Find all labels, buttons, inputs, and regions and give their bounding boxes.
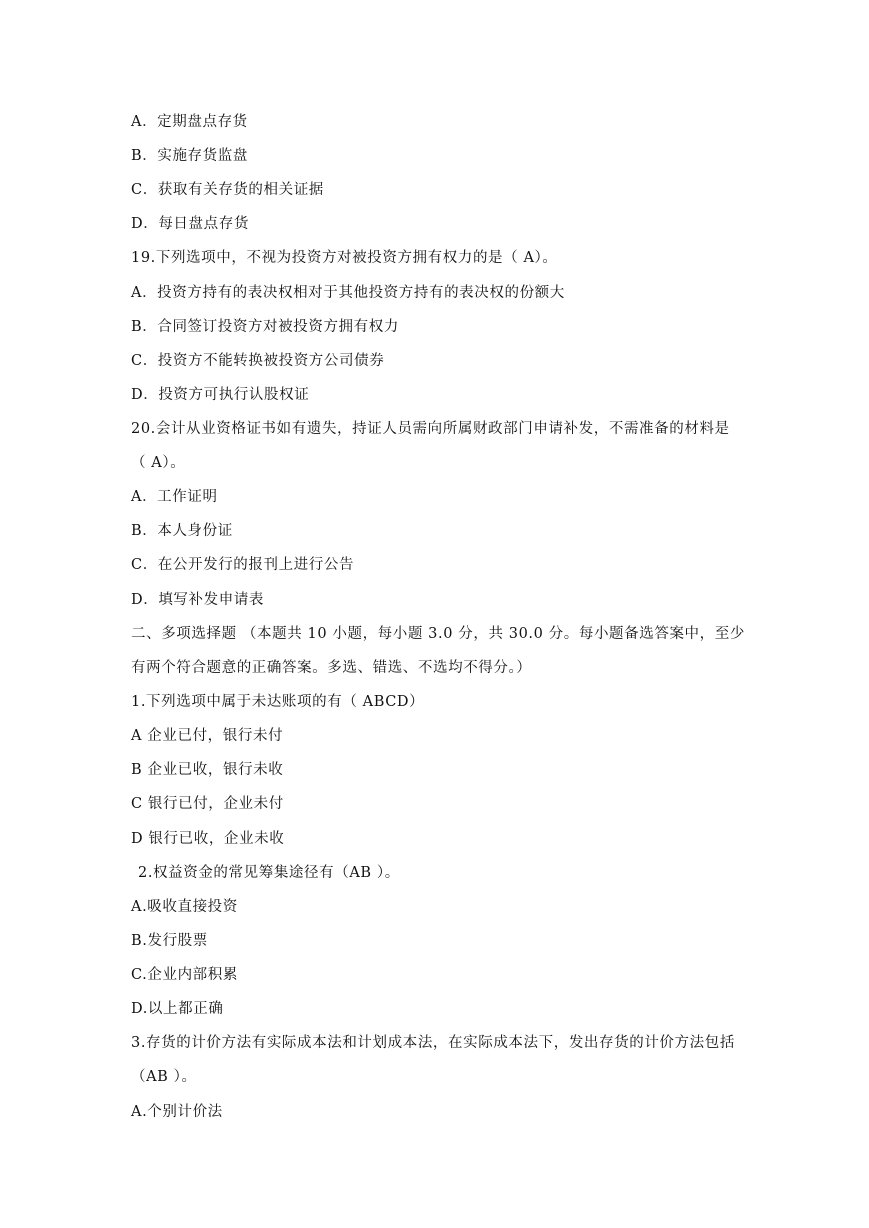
question-3: 3.存货的计价方法有实际成本法和计划成本法，在实际成本法下，发出存货的计价方法包括: [131, 1035, 735, 1051]
q20-option-a: A．工作证明: [131, 489, 218, 505]
option-d-text: D．每日盘点存货: [131, 216, 249, 232]
q1-option-a: A 企业已付，银行未付: [131, 728, 284, 744]
q19-option-a: A．投资方持有的表决权相对于其他投资方持有的表决权的份额大: [131, 285, 565, 301]
q1-option-b: B 企业已收，银行未收: [131, 762, 284, 778]
section-heading: 二、多项选择题 （本题共 10 小题，每小题 3.0 分，共 30.0 分。每小题备选答案中，至少: [131, 626, 745, 642]
question-20-answer: （ A）。: [131, 455, 186, 471]
option-c-text: C．获取有关存货的相关证据: [131, 182, 324, 198]
q19-option-d: D．投资方可执行认股权证: [131, 387, 310, 403]
q20-option-d: D．填写补发申请表: [131, 592, 265, 608]
question-20: 20.会计从业资格证书如有遗失，持证人员需向所属财政部门申请补发，不需准备的材料是: [131, 421, 730, 437]
section-heading-cont: 有两个符合题意的正确答案。多选、错选、不选均不得分。）: [131, 660, 532, 676]
q19-option-c: C．投资方不能转换被投资方公司债券: [131, 353, 385, 369]
question-2: 2.权益资金的常见筹集途径有（AB ）。: [138, 865, 400, 881]
q2-option-d: D.以上都正确: [131, 1001, 224, 1017]
q20-option-c: C．在公开发行的报刊上进行公告: [131, 557, 355, 573]
q1-option-c: C 银行已付，企业未付: [131, 796, 284, 812]
q1-option-d: D 银行已收，企业未收: [131, 831, 285, 847]
question-3-answer: （AB ）。: [131, 1069, 197, 1085]
q2-option-b: B.发行股票: [131, 933, 208, 949]
option-a-text: A．定期盘点存货: [131, 114, 248, 130]
q2-option-c: C.企业内部积累: [131, 967, 238, 983]
question-19: 19.下列选项中，不视为投资方对被投资方拥有权力的是（ A）。: [131, 250, 558, 266]
q2-option-a: A.吸收直接投资: [131, 899, 238, 915]
question-1: 1.下列选项中属于未达账项的有（ ABCD）: [131, 694, 425, 710]
option-b-text: B．实施存货监盘: [131, 148, 248, 164]
q19-option-b: B．合同签订投资方对被投资方拥有权力: [131, 319, 399, 335]
q20-option-b: B．本人身份证: [131, 523, 233, 539]
q3-option-a: A.个别计价法: [131, 1104, 223, 1120]
